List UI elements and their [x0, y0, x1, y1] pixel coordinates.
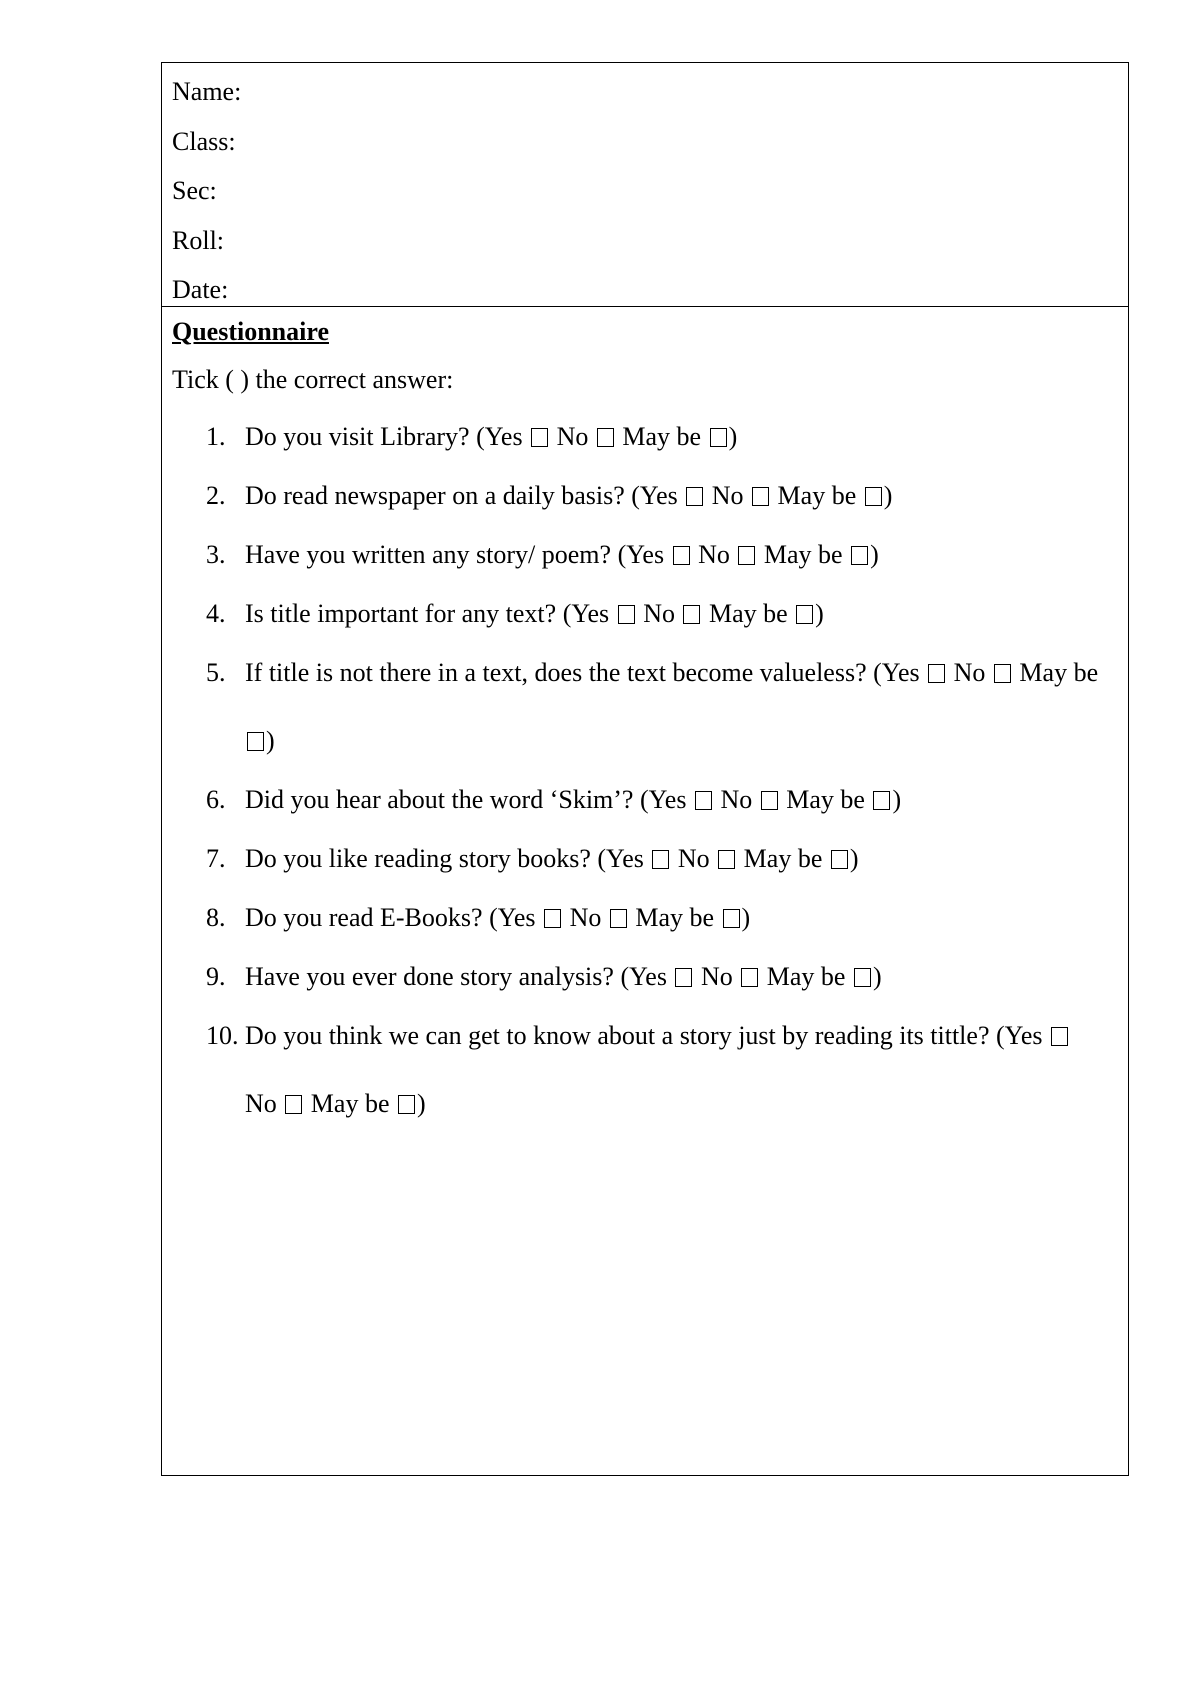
no-checkbox[interactable]	[752, 487, 769, 506]
question-number: 7.	[206, 844, 226, 873]
option-maybe-label: May be	[743, 844, 823, 873]
question-number: 6.	[206, 785, 226, 814]
option-close-paren: )	[815, 599, 824, 628]
yes-checkbox[interactable]	[686, 487, 703, 506]
option-yes-label: (Yes	[562, 599, 610, 628]
option-no-label: No	[569, 903, 602, 932]
question-text: Have you written any story/ poem?	[245, 540, 612, 569]
no-checkbox[interactable]	[683, 605, 700, 624]
option-no-label: No	[698, 540, 730, 569]
option-close-paren: )	[883, 481, 893, 510]
option-maybe-label: May be	[635, 903, 715, 932]
option-maybe-label: May be	[310, 1089, 390, 1118]
questionnaire-section	[162, 309, 1128, 1138]
question-text: If title is not there in a text, does the text become valueless?	[245, 658, 867, 687]
maybe-checkbox[interactable]	[865, 487, 882, 506]
question-item	[172, 1002, 1105, 1138]
option-yes-label: (Yes	[631, 481, 678, 510]
option-close-paren: )	[416, 1089, 426, 1118]
maybe-checkbox[interactable]	[710, 428, 727, 447]
no-checkbox[interactable]	[761, 791, 778, 810]
option-maybe-label: May be	[622, 422, 702, 451]
option-maybe-label: May be	[763, 540, 843, 569]
maybe-checkbox[interactable]	[398, 1095, 415, 1114]
question-number: 5.	[206, 658, 226, 687]
no-checkbox[interactable]	[285, 1095, 302, 1114]
option-maybe-label: May be	[766, 962, 846, 991]
yes-checkbox[interactable]	[618, 605, 635, 624]
maybe-checkbox[interactable]	[831, 850, 848, 869]
option-maybe-label: May be	[708, 599, 788, 628]
question-number: 8.	[206, 903, 226, 932]
yes-checkbox[interactable]	[673, 546, 690, 565]
option-close-paren: )	[741, 903, 751, 932]
student-info-section	[162, 63, 1128, 307]
maybe-checkbox[interactable]	[723, 909, 740, 928]
question-number: 3.	[206, 540, 226, 569]
instruction-text: Tick ( ) the correct answer:	[172, 365, 454, 394]
yes-checkbox[interactable]	[675, 968, 692, 987]
option-yes-label: (Yes	[873, 658, 920, 687]
no-checkbox[interactable]	[994, 664, 1011, 683]
sec-field[interactable]: Sec:	[172, 176, 217, 205]
option-yes-label: (Yes	[597, 844, 644, 873]
option-maybe-label: May be	[1019, 658, 1099, 687]
question-text: Do you like reading story books?	[245, 844, 591, 873]
yes-checkbox[interactable]	[695, 791, 712, 810]
question-list	[172, 403, 1128, 1138]
maybe-checkbox[interactable]	[854, 968, 871, 987]
question-text: Do you read E-Books?	[245, 903, 483, 932]
yes-checkbox[interactable]	[928, 664, 945, 683]
question-number: 1.	[206, 422, 226, 451]
question-text: Did you hear about the word ‘Skim’?	[245, 785, 634, 814]
question-item	[172, 521, 1105, 589]
no-checkbox[interactable]	[718, 850, 735, 869]
question-text: Do you visit Library?	[245, 422, 470, 451]
question-text: Do you think we can get to know about a story just by reading its tittle?	[245, 1021, 990, 1050]
yes-checkbox[interactable]	[652, 850, 669, 869]
question-number: 9.	[206, 962, 226, 991]
no-checkbox[interactable]	[610, 909, 627, 928]
option-no-label: No	[643, 599, 675, 628]
no-checkbox[interactable]	[738, 546, 755, 565]
option-no-label: No	[953, 658, 986, 687]
no-checkbox[interactable]	[741, 968, 758, 987]
question-item	[172, 766, 1105, 834]
option-close-paren: )	[849, 844, 859, 873]
question-item	[172, 825, 1105, 893]
maybe-checkbox[interactable]	[796, 605, 813, 624]
name-field[interactable]: Name:	[172, 77, 242, 106]
option-close-paren: )	[870, 540, 879, 569]
no-checkbox[interactable]	[597, 428, 614, 447]
class-field[interactable]: Class:	[172, 126, 236, 156]
maybe-checkbox[interactable]	[851, 546, 868, 565]
option-no-label: No	[245, 1089, 277, 1118]
option-maybe-label: May be	[777, 481, 857, 510]
option-yes-label: (Yes	[995, 1021, 1043, 1050]
question-number: 10.	[206, 1021, 239, 1050]
option-close-paren: )	[892, 785, 902, 814]
option-no-label: No	[556, 422, 589, 451]
questionnaire-heading: Questionnaire	[172, 317, 329, 346]
option-no-label: No	[700, 962, 733, 991]
maybe-checkbox[interactable]	[247, 732, 264, 751]
option-yes-label: (Yes	[489, 903, 536, 932]
option-yes-label: (Yes	[620, 962, 667, 991]
question-text: Have you ever done story analysis?	[245, 962, 614, 991]
option-close-paren: )	[872, 962, 882, 991]
option-no-label: No	[720, 785, 753, 814]
question-item	[172, 403, 1105, 471]
option-close-paren: )	[266, 726, 275, 755]
option-maybe-label: May be	[786, 785, 865, 814]
question-item	[172, 943, 1105, 1011]
questionnaire-form	[161, 62, 1129, 1476]
question-item	[172, 462, 1105, 530]
yes-checkbox[interactable]	[1051, 1027, 1068, 1046]
option-close-paren: )	[728, 422, 738, 451]
question-text: Do read newspaper on a daily basis?	[245, 481, 625, 510]
option-no-label: No	[711, 481, 744, 510]
question-item	[172, 884, 1105, 952]
question-number: 4.	[206, 599, 226, 628]
yes-checkbox[interactable]	[544, 909, 561, 928]
option-no-label: No	[677, 844, 710, 873]
option-yes-label: (Yes	[639, 785, 687, 814]
option-yes-label: (Yes	[476, 422, 523, 451]
roll-field[interactable]: Roll:	[172, 225, 225, 255]
yes-checkbox[interactable]	[531, 428, 548, 447]
question-item	[172, 580, 1105, 648]
question-item	[172, 639, 1105, 775]
question-number: 2.	[206, 481, 226, 510]
option-yes-label: (Yes	[617, 540, 665, 569]
question-text: Is title important for any text?	[245, 599, 557, 628]
maybe-checkbox[interactable]	[873, 791, 890, 810]
date-field[interactable]: Date:	[172, 275, 229, 304]
